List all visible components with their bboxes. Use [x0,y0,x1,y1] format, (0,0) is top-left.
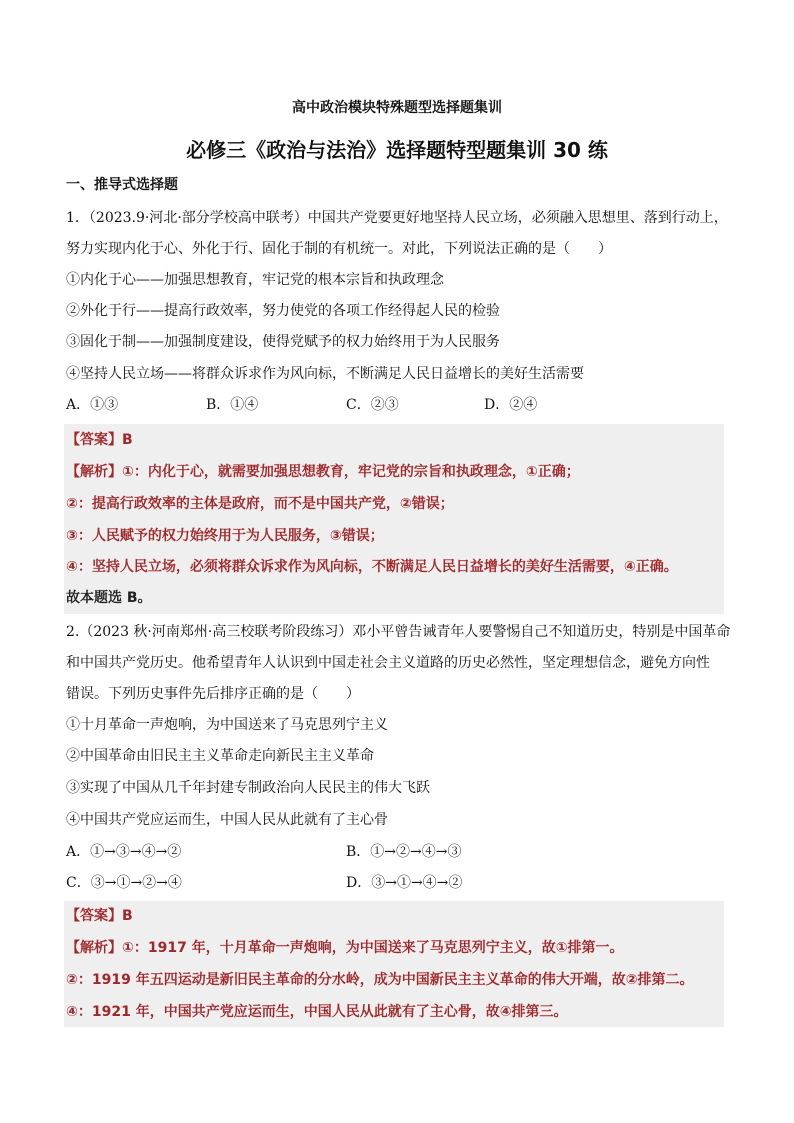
q2-analysis-line-2: ②：1919 年五四运动是新旧民主革命的分水岭，成为中国新民主主义革命的伟大开端，故②排第二。 [66,972,694,988]
q1-analysis-line-2: ②：提高行政效率的主体是政府，而不是中国共产党，②错误； [66,496,454,512]
q1-analysis-conclusion: 故本题选 B。 [66,590,152,606]
document-title: 必修三《政治与法治》选择题特型题集训 30 练 [186,138,608,162]
q2-answer: 【答案】B [66,908,133,924]
q1-stem-line-2: 努力实现内化于心、外化于行、固化于制的有机统一。对此，下列说法正确的是（ ） [66,241,612,257]
section-heading: 一、推导式选择题 [66,177,178,193]
q2-option-b: B．①→②→④→③ [346,844,462,860]
q2-stem-line-3: 错误。下列历史事件先后排序正确的是（ ） [66,686,360,702]
document-subtitle: 高中政治模块特殊题型选择题集训 [292,100,502,116]
q1-answer: 【答案】B [66,432,133,448]
q2-analysis-line-1 [66,938,624,958]
q2-option-c: C．③→①→②→④ [66,875,182,891]
q2-analysis-line-3: ④：1921 年，中国共产党应运而生，中国人民从此就有了主心骨，故④排第三。 [66,1004,568,1020]
q2-analysis-label: 【解析】 [66,940,122,956]
q2-event-3: ③实现了中国从几千年封建专制政治向人民民主的伟大飞跃 [66,780,430,796]
q1-statement-1: ①内化于心——加强思想教育，牢记党的根本宗旨和执政理念 [66,272,444,288]
q1-answer-box [64,424,724,614]
q1-stem-line-1: 1．（2023.9·河北·部分学校高中联考）中国共产党要更好地坚持人民立场，必须融入思想里、落到行动上， [66,210,728,226]
q2-stem-line-2: 和中国共产党历史。他希望青年人认识到中国走社会主义道路的历史必然性，坚定理想信念，避免方向性 [66,655,710,671]
q2-event-4: ④中国共产党应运而生，中国人民从此就有了主心骨 [66,812,388,828]
q1-statement-2: ②外化于行——提高行政效率，努力使党的各项工作经得起人民的检验 [66,303,500,319]
q1-option-b: B．①④ [206,397,259,413]
q1-analysis-text-1: ①：内化于心，就需要加强思想教育，牢记党的宗旨和执政理念，①正确； [122,464,580,480]
q1-analysis-line-4: ④：坚持人民立场，必须将群众诉求作为风向标，不断满足人民日益增长的美好生活需要，④正确。 [66,559,678,575]
q1-statement-3: ③固化于制——加强制度建设，使得党赋予的权力始终用于为人民服务 [66,334,500,350]
q1-analysis-line-1 [66,462,580,482]
q2-event-2: ②中国革命由旧民主主义革命走向新民主主义革命 [66,748,374,764]
q2-event-1: ①十月革命一声炮响，为中国送来了马克思列宁主义 [66,717,388,733]
q2-stem-line-1: 2.（2023 秋·河南郑州·高三校联考阶段练习）邓小平曾告诫青年人要警惕自己不知道历史，特别是中国革命 [66,624,731,640]
q2-option-d: D．③→①→④→② [346,875,463,891]
q2-option-a: A．①→③→④→② [66,844,182,860]
q1-option-c: C．②③ [346,397,399,413]
q1-option-a: A．①③ [66,397,119,413]
q1-analysis-label: 【解析】 [66,464,122,480]
q1-analysis-line-3: ③：人民赋予的权力始终用于为人民服务，③错误； [66,528,384,544]
q2-analysis-text-1: ①：1917 年，十月革命一声炮响，为中国送来了马克思列宁主义，故①排第一。 [122,940,624,956]
q1-statement-4: ④坚持人民立场——将群众诉求作为风向标，不断满足人民日益增长的美好生活需要 [66,366,584,382]
q1-option-d: D．②④ [484,397,538,413]
